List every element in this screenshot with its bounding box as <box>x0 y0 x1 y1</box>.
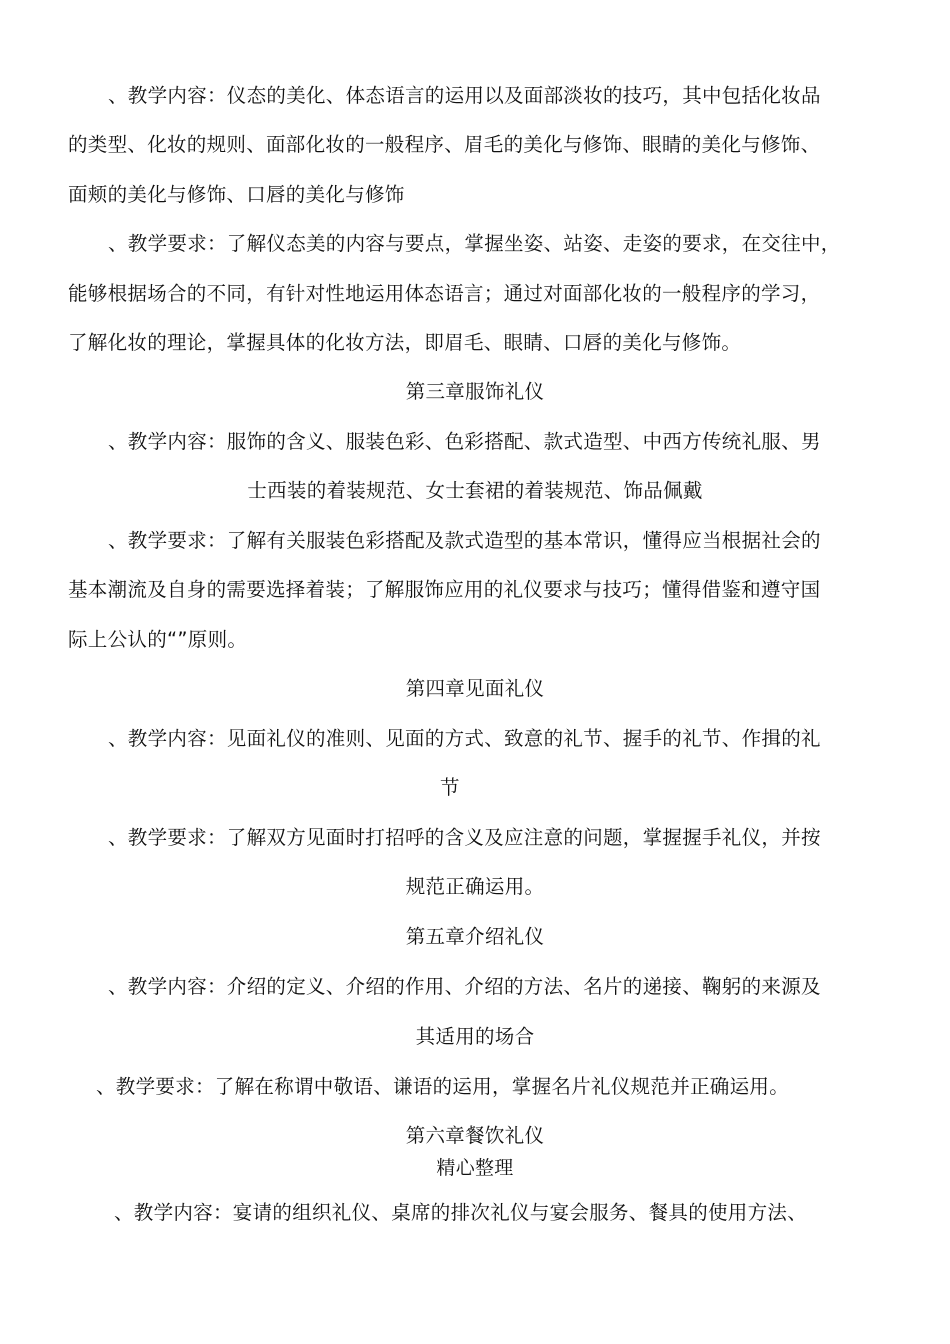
paragraph-line: 能够根据场合的不同，有针对性地运用体态语言；通过对面部化妆的一般程序的学习， <box>68 282 821 305</box>
paragraph-line: 规范正确运用。 <box>405 875 545 898</box>
chapter-heading: 第五章介绍礼仪 <box>405 925 545 948</box>
paragraph-line: 面颊的美化与修饰、口唇的美化与修饰 <box>68 183 405 206</box>
paragraph-line: 的类型、化妆的规则、面部化妆的一般程序、眉毛的美化与修饰、眼睛的美化与修饰、 <box>68 133 821 156</box>
paragraph-line: 、教学内容：宴请的组织礼仪、桌席的排次礼仪与宴会服务、餐具的使用方法、 <box>114 1201 808 1224</box>
page-footer: 精心整理 <box>436 1157 514 1179</box>
paragraph-line: 、教学内容：服饰的含义、服装色彩、色彩搭配、款式造型、中西方传统礼服、男 <box>108 430 821 453</box>
chapter-heading: 第四章见面礼仪 <box>405 677 545 700</box>
paragraph-line: 、教学内容：介绍的定义、介绍的作用、介绍的方法、名片的递接、鞠躬的来源及 <box>108 975 821 998</box>
paragraph-line: 节 <box>440 776 460 799</box>
paragraph-line: 际上公认的“”原则。 <box>68 628 248 651</box>
chapter-heading: 第六章餐饮礼仪 <box>405 1124 545 1147</box>
paragraph-line: 、教学要求：了解仪态美的内容与要点，掌握坐姿、站姿、走姿的要求，在交往中， <box>108 232 841 255</box>
chapter-heading: 第三章服饰礼仪 <box>405 380 545 403</box>
paragraph-line: 基本潮流及自身的需要选择着装；了解服饰应用的礼仪要求与技巧；懂得借鉴和遵守国 <box>68 578 821 601</box>
paragraph-line: 士西装的着装规范、女士套裙的着装规范、饰品佩戴 <box>247 479 703 502</box>
paragraph-line: 、教学要求：了解在称谓中敬语、谦语的运用，掌握名片礼仪规范并正确运用。 <box>96 1075 790 1098</box>
paragraph-line: 了解化妆的理论，掌握具体的化妆方法，即眉毛、眼睛、口唇的美化与修饰。 <box>68 331 742 354</box>
paragraph-line: 其适用的场合 <box>415 1025 535 1048</box>
paragraph-line: 、教学要求：了解有关服装色彩搭配及款式造型的基本常识，懂得应当根据社会的 <box>108 529 821 552</box>
paragraph-line: 、教学要求：了解双方见面时打招呼的含义及应注意的问题，掌握握手礼仪，并按 <box>108 826 821 849</box>
paragraph-line: 、教学内容：见面礼仪的准则、见面的方式、致意的礼节、握手的礼节、作揖的礼 <box>108 727 821 750</box>
paragraph-line: 、教学内容：仪态的美化、体态语言的运用以及面部淡妆的技巧，其中包括化妆品 <box>108 84 821 107</box>
